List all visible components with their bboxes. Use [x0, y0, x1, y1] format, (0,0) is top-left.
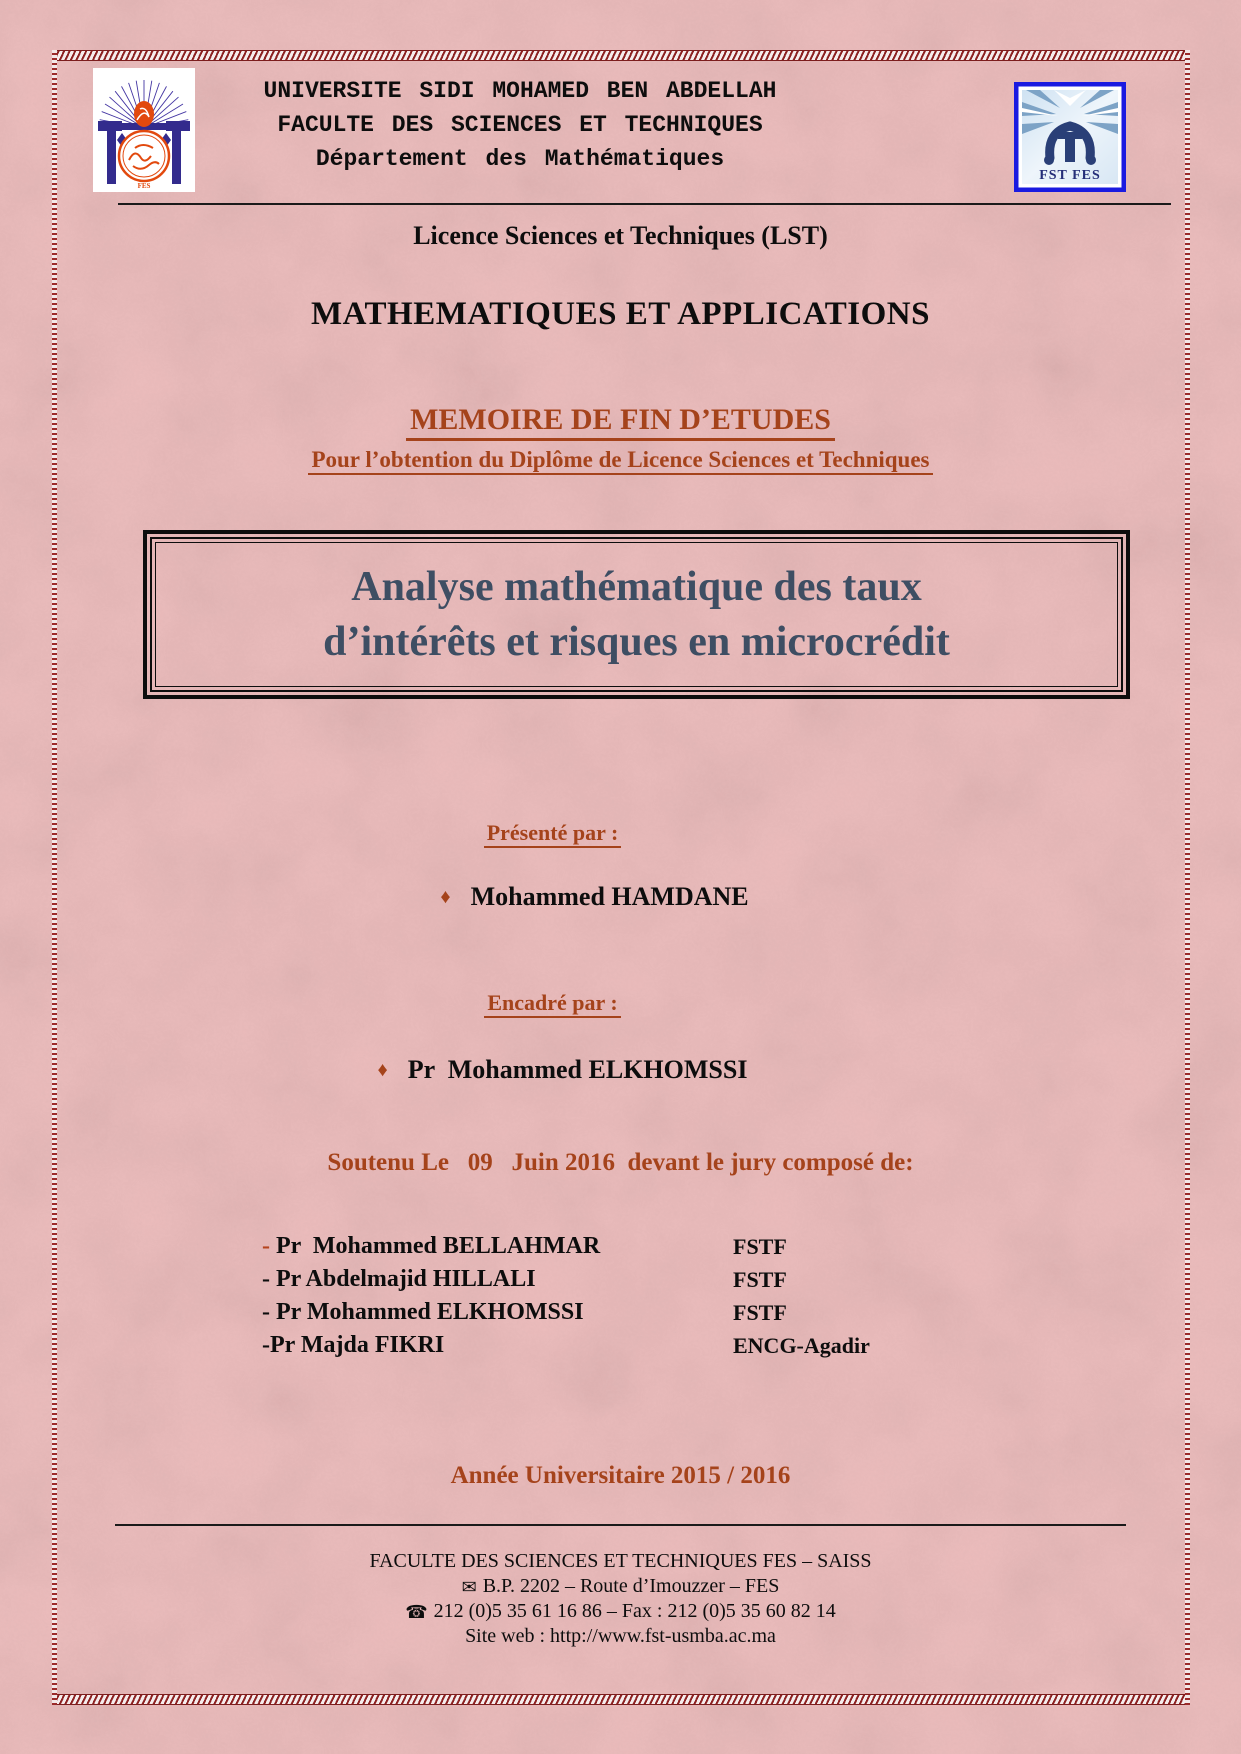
university-logo — [93, 68, 195, 192]
frame-border-top — [52, 50, 1190, 61]
jury-dash: - — [262, 1233, 270, 1259]
presented-by-label: Présenté par : — [0, 820, 1173, 846]
jury-member-affiliation: FSTF — [733, 1234, 787, 1259]
jury-member-affiliation: FSTF — [733, 1300, 787, 1325]
thesis-title-line2: d’intérêts et risques en microcrédit — [323, 618, 950, 665]
student-name: Mohammed HAMDANE — [470, 882, 749, 911]
thesis-title-box — [143, 530, 1130, 699]
frame-border-bottom — [52, 1694, 1190, 1705]
jury-member-name: Pr Mohammed BELLAHMAR — [270, 1233, 601, 1259]
supervisor-name: Pr Mohammed ELKHOMSSI — [407, 1055, 748, 1084]
jury-dash: - — [262, 1299, 270, 1325]
jury-member-name: Pr Abdelmajid HILLALI — [270, 1266, 536, 1292]
university-logo-caption: FES — [137, 182, 151, 190]
university-name: UNIVERSITE SIDI MOHAMED BEN ABDELLAH — [263, 78, 777, 104]
memoire-heading-text: MEMOIRE DE FIN D’ETUDES — [406, 403, 835, 441]
footer-divider — [115, 1524, 1126, 1526]
department-name: Département des Mathématiques — [315, 146, 725, 172]
footer-website-line: Site web : http://www.fst-usmba.ac.ma — [465, 1625, 776, 1647]
jury-member-name: Pr Mohammed ELKHOMSSI — [270, 1299, 584, 1325]
jury-member-affiliation: ENCG-Agadir — [733, 1333, 870, 1358]
diamond-bullet-icon: ♦ — [377, 1059, 388, 1081]
jury-dash: - — [262, 1332, 270, 1358]
major-heading: MATHEMATIQUES ET APPLICATIONS — [311, 296, 930, 332]
jury-row — [262, 1230, 1022, 1263]
phone-icon: ☎ — [405, 1602, 428, 1622]
supervised-by-row — [0, 1055, 1183, 1085]
jury-member-name: Pr Majda FIKRI — [270, 1332, 445, 1358]
thesis-title-line1: Analyse mathématique des taux — [351, 563, 922, 610]
fst-fes-logo — [1014, 82, 1126, 192]
supervised-by-label: Encadré par : — [0, 990, 1173, 1016]
fst-fes-logo-label: FST FES — [1039, 168, 1101, 183]
footer-address-line: ✉ B.P. 2202 – Route d’Imouzzer – FES — [0, 1574, 1241, 1599]
licence-heading: Licence Sciences et Techniques (LST) — [413, 221, 828, 250]
academic-year: Année Universitaire 2015 / 2016 — [450, 1462, 791, 1489]
memoire-subheading-text: Pour l’obtention du Diplôme de Licence Sciences et Techniques — [308, 447, 932, 475]
jury-list — [262, 1230, 1022, 1362]
jury-row — [262, 1296, 1022, 1329]
header-divider — [118, 203, 1171, 205]
faculty-name: FACULTE DES SCIENCES ET TECHNIQUES — [277, 112, 763, 138]
footer-block — [0, 1549, 1241, 1649]
diamond-bullet-icon: ♦ — [440, 886, 451, 908]
defense-intro: Soutenu Le 09 Juin 2016 devant le jury composé de: — [327, 1149, 914, 1176]
jury-member-affiliation: FSTF — [733, 1267, 787, 1292]
memoire-subheading — [0, 447, 1241, 473]
mail-icon: ✉ — [461, 1577, 477, 1597]
memoire-heading — [0, 403, 1241, 437]
jury-dash: - — [262, 1266, 270, 1292]
jury-row — [262, 1263, 1022, 1296]
jury-row — [262, 1329, 1022, 1362]
header-text-block — [200, 74, 840, 176]
presented-by-row — [0, 882, 1215, 912]
footer-phone-line: ☎ 212 (0)5 35 61 16 86 – Fax : 212 (0)5 35 60 82 14 — [0, 1599, 1241, 1624]
footer-faculty-line: FACULTE DES SCIENCES ET TECHNIQUES FES – SAISS — [369, 1550, 872, 1572]
